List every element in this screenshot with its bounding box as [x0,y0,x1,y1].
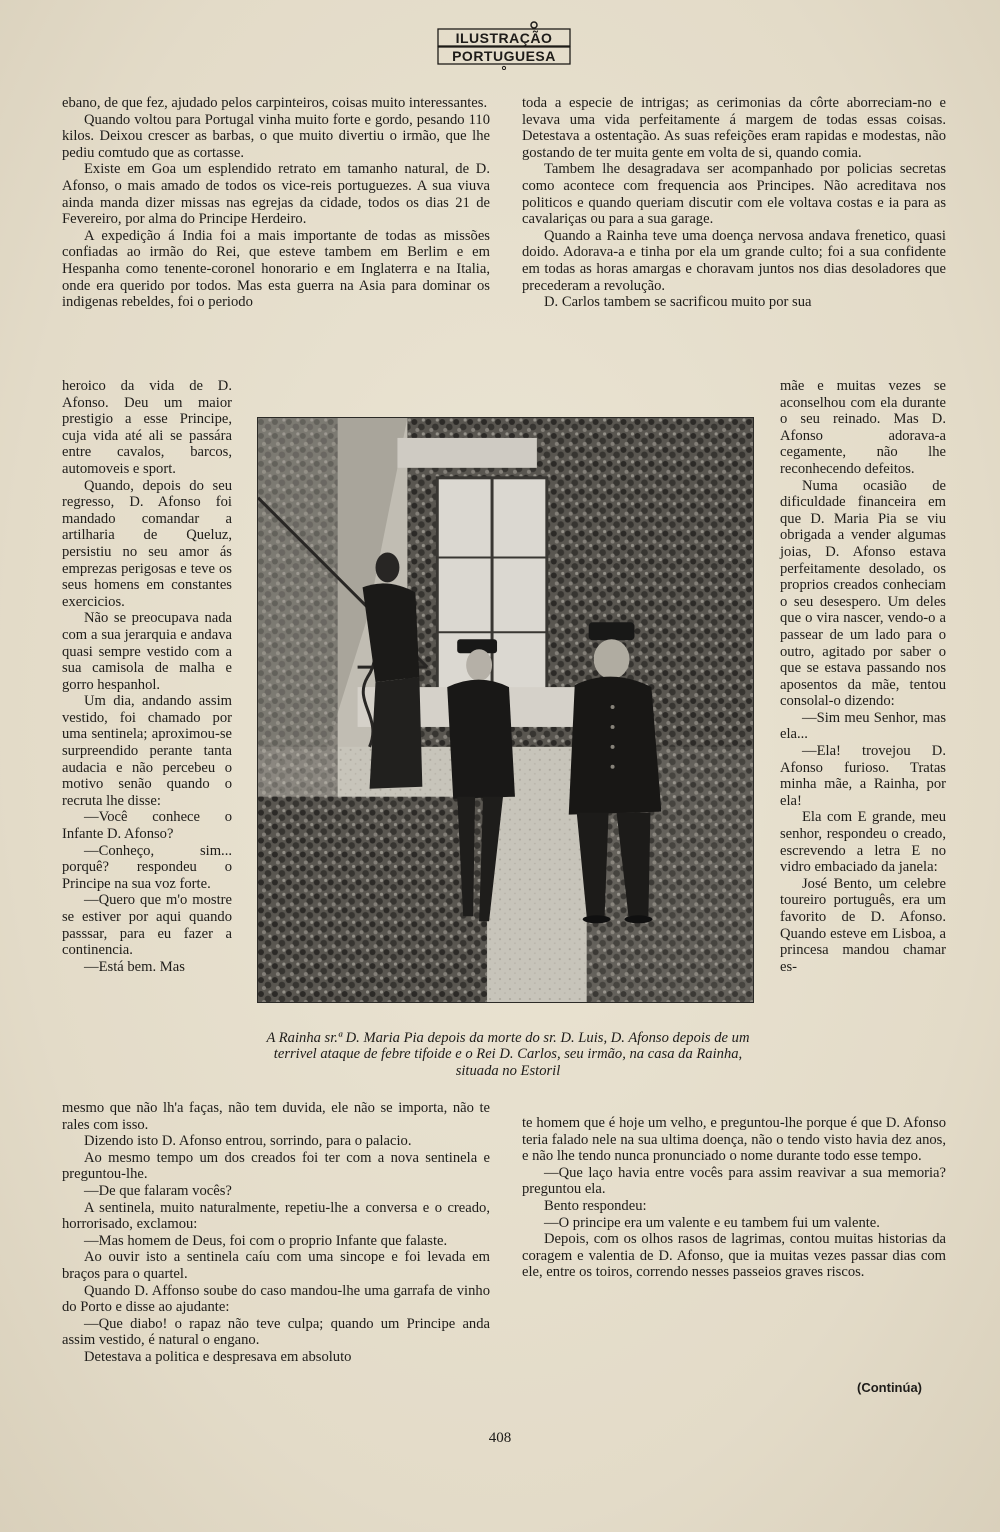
page-number: 408 [488,1430,512,1446]
paragraph: A expedição á India foi a mais importante de todas as missões confiadas ao irmão do Rei, que esteve tambem em Berlim e em Hespanha como tenente-coronel honorario e em Inglaterra e na Italia, onde era querido por todos. Mas esta guerra na Asia para dominar os indigenas rebeldes, foi o periodo [62,227,490,311]
paragraph: —De que falaram vocês? [84,1182,232,1199]
paragraph: —Está bem. Mas [84,958,185,975]
paragraph: —Que diabo! o rapaz não teve culpa; quando um Principe anda assim vestido, é natural o engano. [62,1315,490,1349]
paragraph: Quando, depois do seu regresso, D. Afonso foi mandado comandar a artilharia de Queluz, persistiu no seu amor ás emprezas perigosas e teve os seus homens em constantes exercicios. [62,477,232,610]
paragraph: ebano, de que fez, ajudado pelos carpinteiros, coisas muito interessantes. [62,95,488,111]
article-column-right-bottom [522,1115,946,1281]
continued-note: (Continúa) [857,1380,922,1395]
paragraph: Quando D. Affonso soube do caso mandou-lhe uma garrafa de vinho do Porto e disse ao ajudante: [62,1282,490,1316]
article-column-left-top [62,95,490,311]
masthead-logo [436,20,572,70]
masthead-line-1: ILUSTRAÇÃO [455,30,553,46]
paragraph: —Que laço havia entre vocês para assim reavivar a sua memoria? preguntou ela. [522,1164,946,1198]
paragraph: Não se preocupava nada com a sua jerarquia e andava quasi sempre vestido com a sua camisola de malha e gorro hespanhol. [62,610,232,693]
paragraph: Detestava a politica e despresava em absoluto [84,1348,352,1365]
paragraph: —Conheço, sim... porquê? respondeu o Principe na sua voz forte. [62,842,232,892]
photograph-image [258,418,753,1002]
paragraph: mesmo que não lh'a faças, não tem duvida, ele não se importa, não te rales com isso. [62,1100,490,1133]
photograph [257,417,754,1003]
paragraph: heroico da vida de D. Afonso. Deu um maior prestigio a esse Principe, cuja vida até ali se passára entre cavalos, barcos, automoveis e sport. [62,378,232,477]
paragraph: Numa ocasião de dificuldade financeira em que D. Maria Pia se viu obrigada a vender algumas joias, D. Afonso estava perfeitamente desolado, os proprios creados conheciam o seu desespero. Um deles que o vira nascer, vendo-o a passear de um lado para o outro, agitado por saber o que se estava passando nos aposentos da mãe, tentou consolal-o dizendo: [780,477,946,710]
paragraph: Existe em Goa um esplendido retrato em tamanho natural, de D. Afonso, o mais amado de todos os vice-reis portuguezes. A sua viuva ainda manda dizer missas nas egrejas da cidade, todos os dias 21 de Fevereiro, por alma do Principe Herdeiro. [62,161,490,228]
masthead-logo-graphic [436,20,572,70]
paragraph: Ao mesmo tempo um dos creados foi ter com a nova sentinela e preguntou-lhe. [62,1149,490,1183]
paragraph: —Sim meu Senhor, mas ela... [780,709,946,743]
photo-caption: A Rainha sr.ª D. Maria Pia depois da morte do sr. D. Luis, D. Afonso depois de um terrivel ataque de febre tifoide e o Rei D. Carlos, seu irmão, na casa da Rainha, situada no Estoril [266,1030,750,1079]
paragraph: D. Carlos tambem se sacrificou muito por sua [544,294,812,311]
paragraph: José Bento, um celebre toureiro português, era um favorito de D. Afonso. Quando esteve em Lisboa, a princesa mandou chamar es- [780,875,946,975]
masthead-line-2: PORTUGUESA [452,48,556,64]
paragraph: —Você conhece o Infante D. Afonso? [62,809,232,843]
paragraph: Bento respondeu: [544,1197,647,1214]
paragraph: —Mas homem de Deus, foi com o proprio Infante que falaste. [84,1232,448,1249]
paragraph: Ao ouvir isto a sentinela caíu com uma sincope e foi levada em braços para o quartel. [62,1249,490,1282]
paragraph: toda a especie de intrigas; as cerimonias da côrte aborreciam-no e levava uma vida perfeitamente á margem de todas essas coisas. Detestava a ostentação. As suas refeições eram rapidas e modestas, não gostando de ter muita gente em volta de si, quando comia. [522,95,946,161]
paragraph: —Quero que m'o mostre se estiver por aqui quando passsar, para eu fazer a continencia. [62,892,232,959]
paragraph: Depois, com os olhos rasos de lagrimas, contou muitas historias da coragem e valentia de D. Afonso, que ia muitas vezes passar dias com ele, entre os toiros, correndo nesses passeios graves riscos. [522,1231,946,1281]
paragraph: Quando voltou para Portugal vinha muito forte e gordo, pesando 110 kilos. Deixou crescer as barbas, o que muito divertiu o irmão, que lhe pediu comtudo que as cortasse. [62,111,490,161]
paragraph: Quando a Rainha teve uma doença nervosa andava frenetico, quasi doido. Adorava-a e tinha por ela um grande culto; foi a sua confidente em todas as horas amargas e choravam juntos nos dias desoladores que precederam a revolução. [522,227,946,294]
paragraph: te homem que é hoje um velho, e preguntou-lhe porque é que D. Afonso teria falado nele na sua ultima doença, não o tendo visto havia dez anos, e não lhe tendo nunca pronunciado o nome durante todo esse tempo. [522,1115,946,1165]
paragraph: A sentinela, muito naturalmente, repetiu-lhe a conversa e o creado, horrorisado, exclamou: [62,1199,490,1233]
article-column-right-top [522,95,946,311]
paragraph: Dizendo isto D. Afonso entrou, sorrindo, para o palacio. [84,1133,412,1150]
article-column-left-narrow [62,378,232,975]
paragraph: Tambem lhe desagradava ser acompanhado por policias secretas como acontece com frequencia aos Principes. Não acreditava nos politicos e quando queriam discutir com ele voltava costas e ia para as cavalariças ou para a sua garage. [522,161,946,228]
paragraph: Um dia, andando assim vestido, foi chamado por uma sentinela; aproximou-se surpreendido perante tanta audacia e não percebeu o motivo senão quando o recruta lhe disse: [62,693,232,809]
paragraph: Ela com E grande, meu senhor, respondeu o creado, escrevendo a letra E no vidro embaciado da janela: [780,809,946,876]
paragraph: —O principe era um valente e eu tambem fui um valente. [544,1214,880,1231]
paragraph: —Ela! trovejou D. Afonso furioso. Tratas minha mãe, a Rainha, por ela! [780,743,946,809]
paragraph: mãe e muitas vezes se aconselhou com ela durante o seu reinado. Mas D. Afonso adorava-a cegamente, não lhe reconhecendo defeitos. [780,378,946,477]
article-column-left-bottom [62,1100,490,1366]
article-column-right-narrow [780,378,946,975]
